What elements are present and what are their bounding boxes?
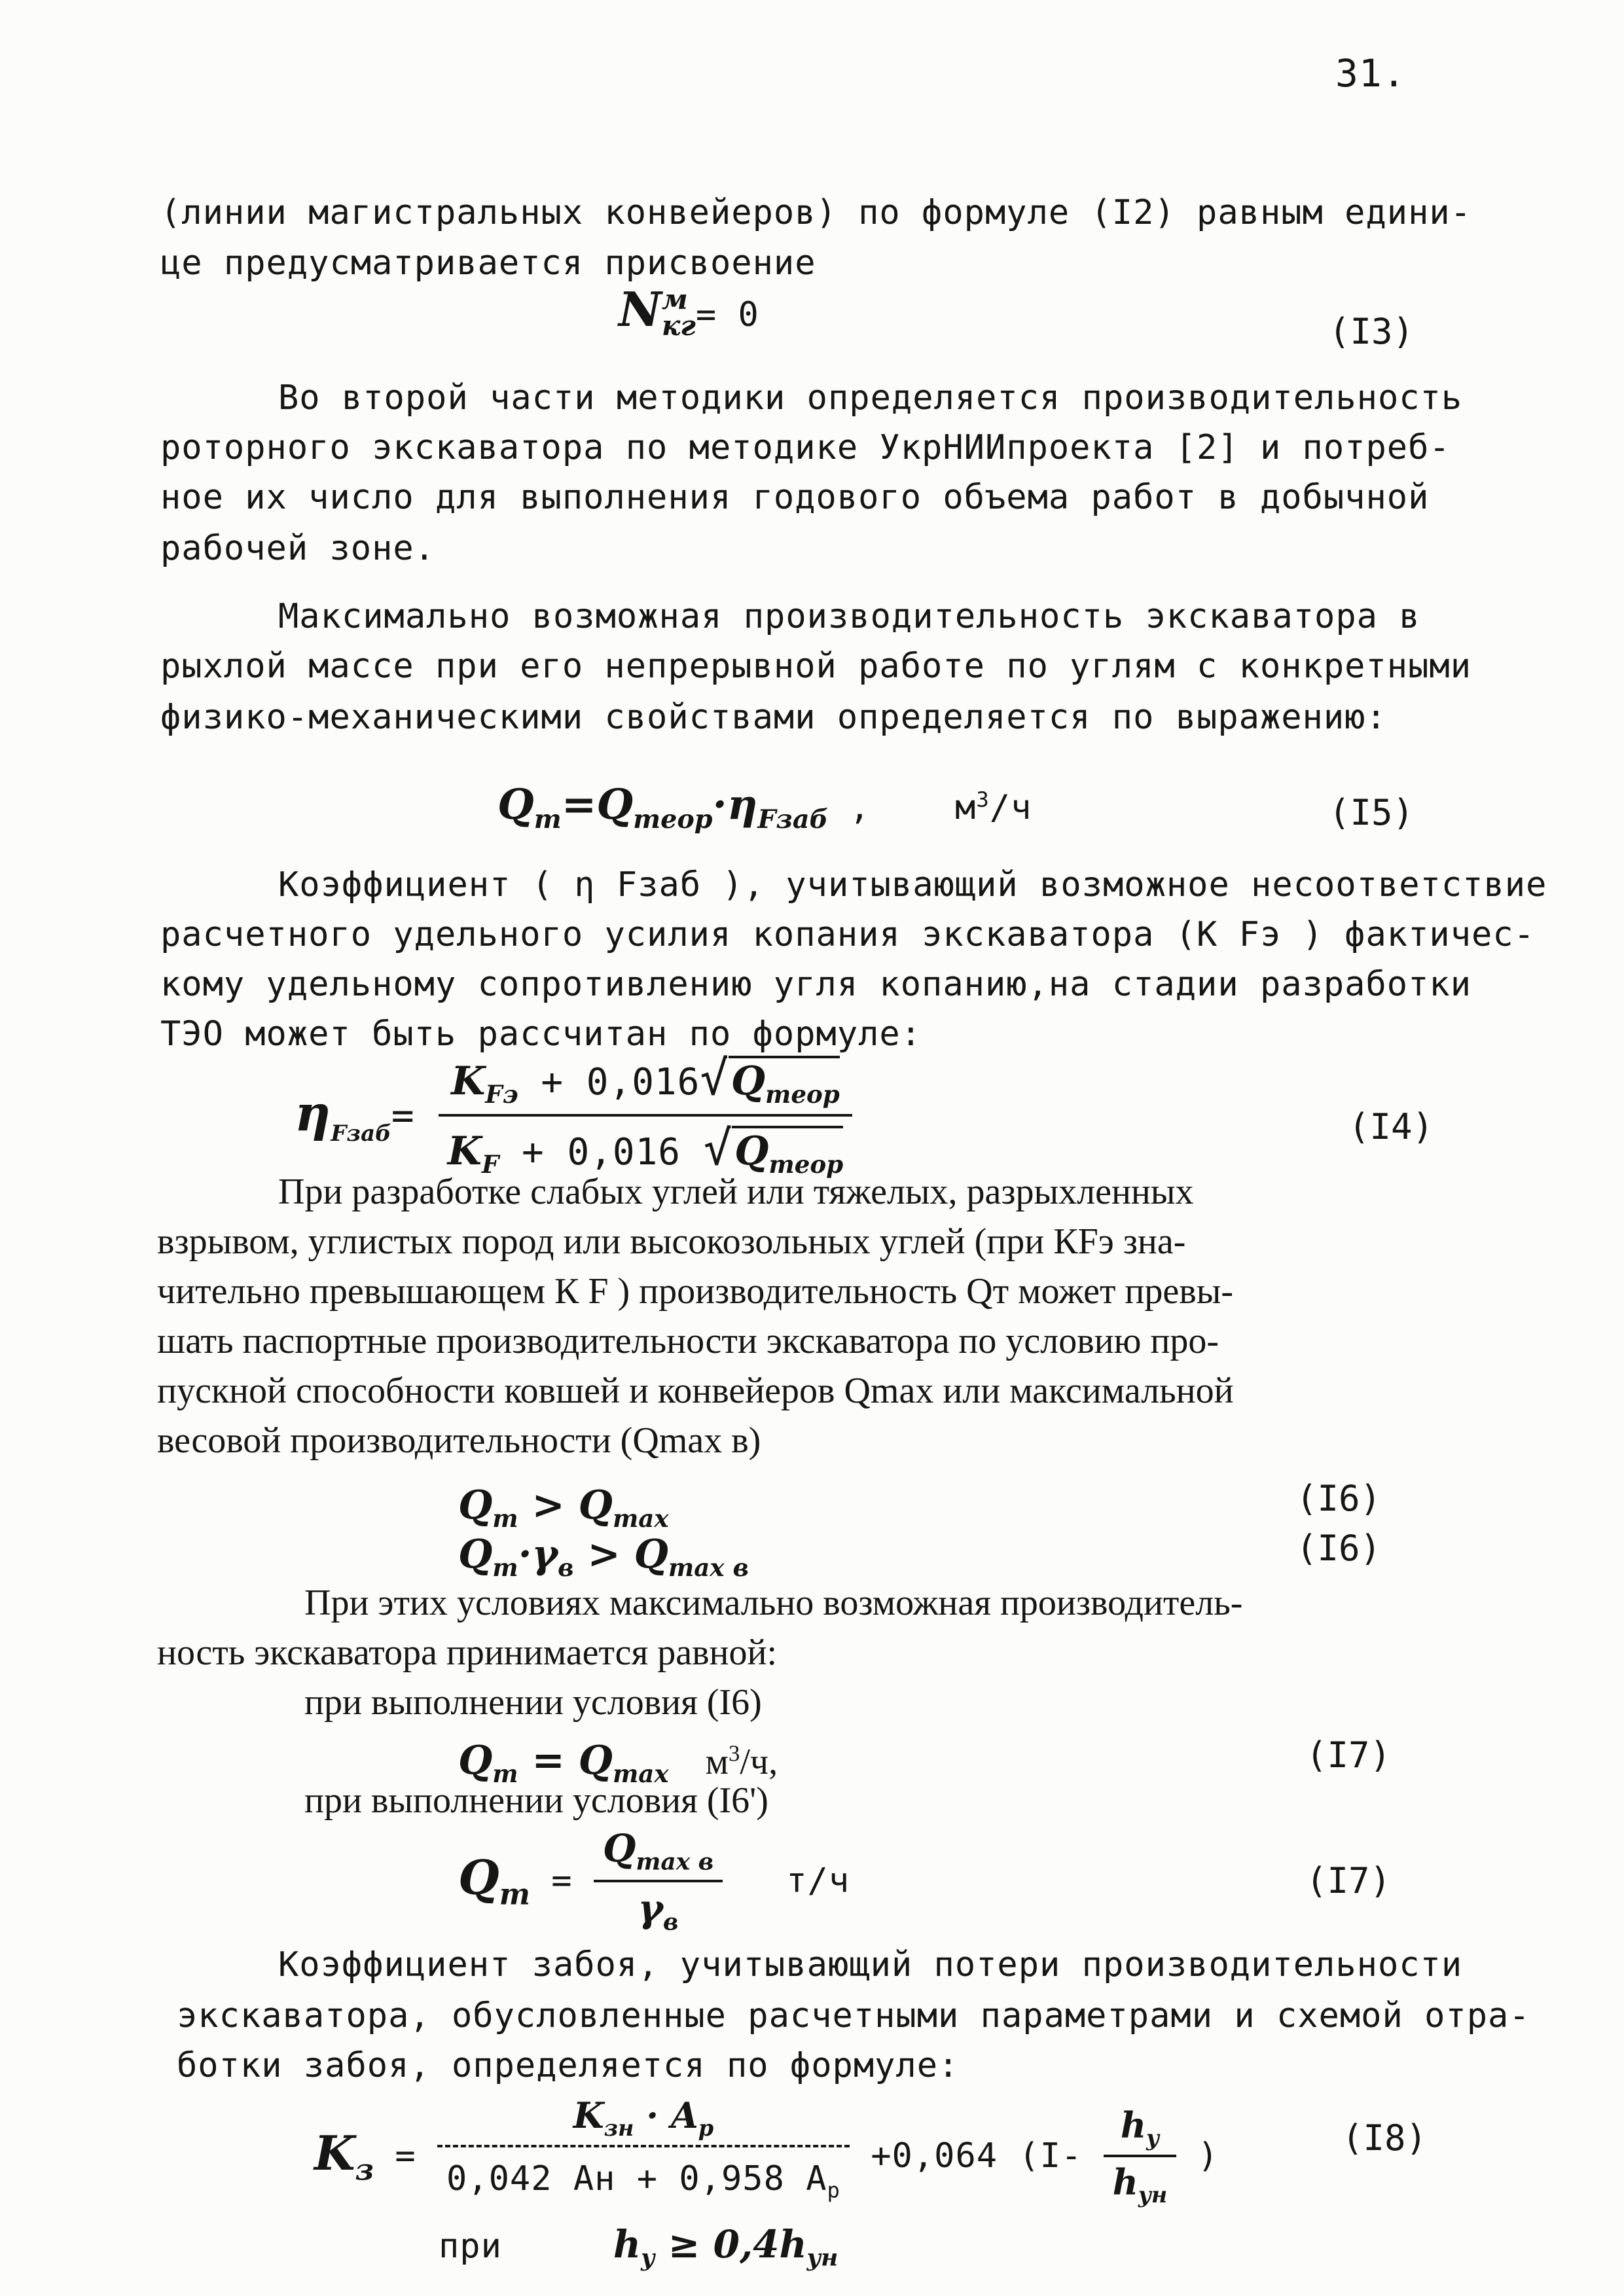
equation-number-16b: (I6) <box>1296 1528 1382 1569</box>
paragraph-6-line-2: ность экскаватора принимается равной: <box>157 1632 778 1673</box>
paragraph-3-line-2: рыхлой массе при его непрерывной работе по углям с конкретными <box>160 647 1472 686</box>
paragraph-5-line-4: шать паспортные производительности экскаватора по условию про- <box>157 1321 1219 1361</box>
page-number: 31. <box>1335 51 1406 96</box>
formula-17a: $Q_т = Q_{max}$ $м^3/ч$, <box>458 1737 778 1788</box>
formula-14: $\eta_{Fзаб}=$ $\frac{K_{Fэ} + 0,016√Q_{теор}}{K_F + 0,016 √Q_{теор}}$ <box>295 1050 852 1180</box>
equation-number-13: (I3) <box>1329 311 1415 352</box>
paragraph-5-line-3: чительно превышающем К F ) производительность Qт может превы- <box>157 1271 1233 1312</box>
formula-18: $K_з$ = $\frac{K_{зн} \cdot A_р}{0,042 Ан + 0,958 A_р}$ +0,064 (I- $\frac{h_у}{h_{ун}}$ ) <box>314 2094 1219 2208</box>
paragraph-6-line-1: При этих условиях максимально возможная производитель- <box>304 1583 1243 1623</box>
paragraph-4-line-2: расчетного удельного усилия копания экскаватора (К Fэ ) фактичес- <box>160 915 1535 954</box>
formula-13: N м кг = 0 <box>619 281 759 342</box>
formula-17b: $Q_т$ = $\frac{Q_{max в}}{\gamma_в}$ т/ч <box>458 1826 850 1936</box>
condition-16a: $Q_т > Q_{max}$ <box>458 1482 669 1533</box>
equation-number-17a: (I7) <box>1306 1734 1392 1776</box>
paragraph-1-line-2: це предусматривается присвоение <box>160 243 816 283</box>
paragraph-5-line-5: пускной способности ковшей и конвейеров Qmax или максимальной <box>157 1371 1234 1411</box>
equation-number-18: (I8) <box>1342 2117 1428 2159</box>
paragraph-1-line-1: (линии магистральных конвейеров) по формуле (I2) равным едини- <box>160 193 1472 232</box>
paragraph-5-line-1: При разработке слабых углей или тяжелых, разрыхленных <box>278 1172 1194 1212</box>
paragraph-3-line-3: физико-механическими свойствами определяется по выражению: <box>160 698 1387 737</box>
paragraph-2-line-2: роторного экскаватора по методике УкрНИИпроекта [2] и потреб- <box>160 428 1451 467</box>
paragraph-2-line-1: Во второй части методики определяется производительность <box>278 378 1463 418</box>
condition-line-1: при выполнении условия (I6) <box>304 1682 762 1723</box>
paragraph-5-line-2: взрывом, углистых пород или высокозольных углей (при КFэ зна- <box>157 1221 1186 1262</box>
equation-number-15: (I5) <box>1329 792 1415 833</box>
paragraph-2-line-4: рабочей зоне. <box>160 529 435 568</box>
paragraph-4-line-3: кому удельному сопротивлению угля копанию,на стадии разработки <box>160 965 1472 1004</box>
condition-18-prefix: при <box>439 2227 502 2266</box>
paragraph-7-line-3: ботки забоя, определяется по формуле: <box>177 2046 960 2085</box>
paragraph-4-line-4: ТЭО может быть рассчитан по формуле: <box>160 1014 922 1054</box>
paragraph-5-line-6: весовой производительности (Qmax в) <box>157 1420 761 1461</box>
paragraph-7-line-1: Коэффициент забоя, учитывающий потери производительности <box>278 1945 1463 1984</box>
paragraph-2-line-3: ное их число для выполнения годового объема работ в добычной <box>160 478 1430 517</box>
formula-15: $Q_т=Q_{теор}\cdot\eta_{Fзаб}$ , $м^3/ч$ <box>497 780 1032 835</box>
equation-number-17b: (I7) <box>1306 1860 1392 1901</box>
equation-number-14: (I4) <box>1348 1106 1434 1147</box>
paragraph-7-line-2: экскаватора, обусловленные расчетными параметрами и схемой отра- <box>177 1996 1530 2036</box>
condition-16b: $Q_т\cdot\gamma_в > Q_{max в}$ <box>458 1532 749 1582</box>
paragraph-4-line-1: Коэффициент ( η Fзаб ), учитывающий возможное несоответствие <box>278 865 1547 905</box>
condition-18: при $h_у \ge 0,4h_{ун}$ <box>439 2222 839 2272</box>
paragraph-3-line-1: Максимально возможная производительность экскаватора в <box>278 597 1420 636</box>
equation-number-16a: (I6) <box>1296 1478 1382 1519</box>
condition-line-2: при выполнении условия (I6') <box>304 1780 768 1821</box>
